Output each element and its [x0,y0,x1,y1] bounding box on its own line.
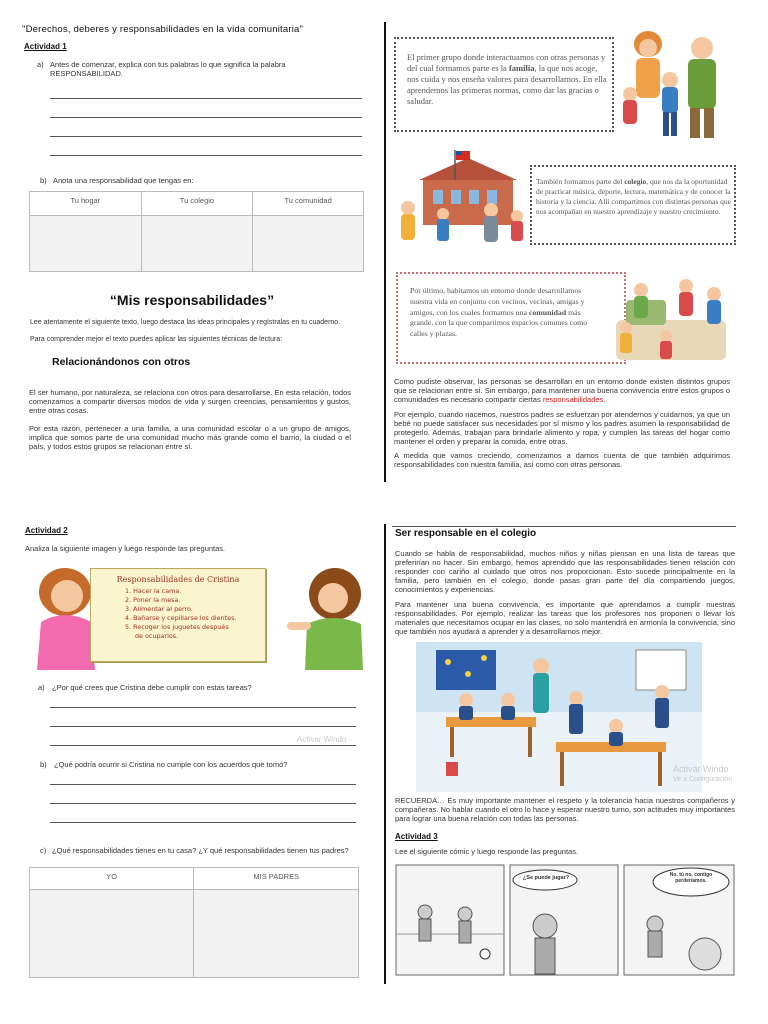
answer-line[interactable] [50,136,362,137]
table-header: Tu colegio [141,192,253,216]
page4-heading: Ser responsable en el colegio [395,528,537,539]
answer-line[interactable] [50,117,362,118]
paragraph: Por esta razón, pertenecer a una familia, a una comunidad escolar o a un grupo de amigos, implica que somos parte de una comunidad mucho más grande como el barrio, la ciudad o el país, y todos estos grupos se relacionan entre sí. [29,424,351,451]
activity-intro: Analiza la siguiente imagen y luego responde las preguntas. [25,544,226,553]
question-a-text: Antes de comenzar, explica con tus palabras lo que significa la palabra RESPONSABILIDAD. [50,60,286,78]
speech-bubble: ¿Se puede jugar? [522,875,570,881]
answer-line[interactable] [50,707,356,708]
paragraph: A medida que vamos creciendo, comenzamos a darnos cuenta de que también adquirimos responsabilidades con nuestra familia, así como con otras personas. [394,451,730,469]
paragraph: Cuando se habla de responsabilidad, muchos niños y niñas piensan en una lista de tareas que preferirían no hacer. Sin embargo, hemos aprendido que las responsabilidades tienen relación con responder con cariño al cuidado que otros nos proporcionan. Esto sucede principalmente en la familia, pero también en el colegio, donde pasas gran parte del día compartiendo juegos, conocimientos y experiencias. [395,549,735,594]
instruction-1: Lee atentamente el siguiente texto, luego destaca las ideas principales y regístralas en tu cuaderno. [30,319,341,326]
actividad2-label: Actividad 2 [25,526,68,535]
section-heading: “Mis responsabilidades” [109,292,275,308]
answer-line[interactable] [50,98,362,99]
responsibility-table [29,191,364,272]
watermark: Ve a Configuración [673,776,733,783]
board-item: 3. Alimentar al perro. [125,605,193,613]
divider-top [384,22,386,482]
paragraph: El ser humano, por naturaleza, se relaciona con otros para desarrollarse. En esta relación, todos comenzamos a compartir diversos modos de vida y surgen creencias, pensamientos y gustos, entre otras cosas. [29,388,351,415]
reminder-text: RECUERDA… Es muy importante mantener el respeto y la tolerancia hacia nuestros compañeros y compañeras. No hablar cuando el otro lo hace y esperar nuestro turno, son actitudes muy importantes para lograr una buena relación con todas las personas. [395,796,735,823]
board-item: 4. Bañarse y cepillarse los dientes. [125,614,237,622]
responsibility-table [29,867,359,978]
board-item: 5. Recoger los juguetes después [125,623,229,631]
table-cell[interactable] [30,216,142,272]
question-c-text: ¿Qué responsabilidades tienes en tu casa? ¿Y qué responsabilidades tienen tus padres? [52,846,349,855]
speech-bubble: No, tú no, contigo perderíamos. [669,872,713,884]
instruction-2: Para comprender mejor el texto puedes aplicar las siguientes técnicas de lectura: [30,336,283,343]
community-illustration [606,260,736,370]
school-illustration [393,150,533,245]
info-text-school: También formamos parte del colegio, que nos da la oportunidad de practicar música, deporte, lectura, matemática y de conocer la historia y la ciencia. Allí compartimos con distintas personas que nos acompañan en nuestro aprendizaje y nuestro crecimiento. [536,177,731,216]
table-header: Tu comunidad [253,192,364,216]
question-a-marker: a) [37,60,44,69]
paragraph: Como pudiste observar, las personas se desarrollan en un entorno donde existen distintos grupos que se relacionan entre sí. Sin embargo, para mantener una buena convivencia entre estos grupos o comunidades es necesario compartir ciertas responsabilidades. [394,377,730,404]
answer-line[interactable] [50,822,356,823]
board-title: Responsabilidades de Cristina [116,575,240,584]
question-a-marker: a) [38,683,45,692]
activity-intro: Lee el siguiente cómic y luego responde las preguntas. [395,847,579,856]
question-b-text: ¿Qué podría ocurrir si Cristina no cumple con los acuerdos que tomó? [54,760,288,769]
answer-line[interactable] [50,155,362,156]
paragraph: Para mantener una buena convivencia, es importante que aprendamos a cumplir nuestras responsabilidades. Por ejemplo, realizar las tareas que los profesores nos proponen o llevar los materiales que necesitamos ocupar en las clases, no solo mantendrá en armonía la convivencia, sino que también nos ayudará a aprender y a desarrollarnos mejor. [395,600,735,636]
info-text-family: El primer grupo donde interactuamos con otras personas y del cual formamos parte es la familia, la que nos acoge, nos cuida y nos enseña valores para desarrollarnos. En ella aprendemos las primeras normas, como dar las gracias o saludar. [407,52,607,106]
answer-line[interactable] [50,745,356,746]
watermark: Activar Windo [673,764,729,774]
answer-line[interactable] [50,784,356,785]
board-item: 2. Poner la mesa. [125,596,181,604]
page1-title: "Derechos, deberes y responsabilidades en la vida comunitaria" [22,24,304,35]
watermark: Activar Windo [297,735,347,744]
table-cell[interactable] [194,890,359,978]
responsibility-board [90,568,266,662]
board-item: de ocuparlos. [135,632,179,640]
answer-line[interactable] [50,726,356,727]
actividad3-label: Actividad 3 [395,832,438,841]
subheading: Relacionándonos con otros [52,356,191,368]
question-b-text: Anota una responsabilidad que tengas en: [53,176,194,185]
table-cell[interactable] [141,216,253,272]
question-b-marker: b) [40,760,47,769]
table-cell[interactable] [253,216,364,272]
actividad1-label: Actividad 1 [24,42,67,51]
answer-line[interactable] [50,803,356,804]
table-header: MIS PADRES [194,868,359,890]
paragraph: Por ejemplo, cuando nacemos, nuestros padres se esfuerzan por atendernos y cuidarnos, ya que un bebé no puede satisfacer sus necesidades por sí mismo y los padres asumen la responsabilidad de protegerlo. Además, trabajan para brindarle alimento y ropa, y cumplen las tareas del hogar como mantener el orden y preparar la comida, entre otras. [394,410,730,446]
table-header: Tu hogar [30,192,142,216]
family-illustration [600,24,750,144]
classroom-illustration [416,642,702,792]
page4-heading-rule [392,526,736,527]
question-c-marker: c) [40,846,47,855]
table-header: YO [30,868,194,890]
board-item: 1. Hacer la cama. [125,587,182,595]
info-text-community: Por último, habitamos un entorno donde desarrollamos nuestra vida en conjunto con vecinos, vecinas, amigas y amigos, con los cuales formamos una comunidad más grande, con la que compartimos espacios comunes como calles y plazas. [410,286,588,339]
question-b-marker: b) [40,176,47,185]
table-cell[interactable] [30,890,194,978]
question-a-text: ¿Por qué crees que Cristina debe cumplir con estas tareas? [52,683,252,692]
divider-bottom [384,524,386,984]
